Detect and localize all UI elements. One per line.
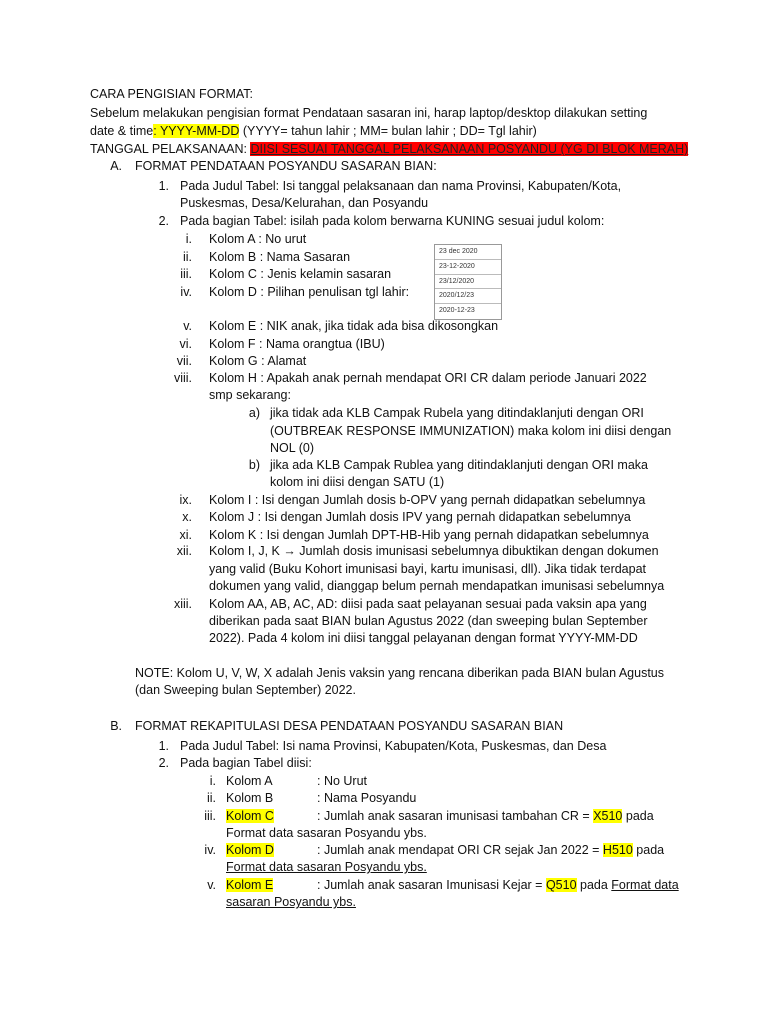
b-row-desc: : No Urut: [317, 774, 368, 788]
b-row-label: [226, 808, 274, 825]
sub-a-line: NOL (0): [270, 441, 314, 455]
kolom-item: Kolom H : Apakah anak pernah mendapat ORI CR dalam periode Januari 2022: [209, 371, 647, 385]
section-b-title: FORMAT REKAPITULASI DESA PENDATAAN POSYANDU SASARAN BIAN: [135, 719, 564, 733]
xii-line: dokumen yang valid, dianggap belum pernah mendapatkan imunisasi sebelumnya: [209, 579, 665, 593]
sub-a-marker: a): [248, 406, 260, 420]
kolom-item: Kolom E : NIK anak, jika tidak ada bisa dikosongkan: [209, 319, 499, 333]
kolom-c-highlight: Kolom C: [226, 809, 274, 823]
a-item1-line2: Puskesmas, Desa/Kelurahan, dan Posyandu: [180, 196, 429, 210]
xiii-line: diberikan pada saat BIAN bulan Agustus 2022 (dan sweeping bulan September: [209, 614, 648, 628]
b-row-num: i.: [209, 774, 216, 788]
kolom-item: Kolom B : Nama Sasaran: [209, 250, 351, 264]
kolom-item: Kolom F : Nama orangtua (IBU): [209, 337, 385, 351]
a-item1-line1: Pada Judul Tabel: Isi tanggal pelaksanaan dan nama Provinsi, Kabupaten/Kota,: [180, 179, 622, 193]
kolom-num: xiii.: [173, 597, 192, 611]
b-item2-line: Pada bagian Tabel diisi:: [180, 756, 312, 770]
b-row-label: [226, 877, 273, 894]
sub-b-line: jika ada KLB Campak Rublea yang ditindaklanjuti dengan ORI maka: [270, 458, 649, 472]
kolom-num: i.: [185, 232, 192, 246]
row3-tail: pada: [622, 809, 654, 823]
xii-line: yang valid (Buku Kohort imunisasi bayi, kartu imunisasi, dll). Jika tidak terdapat: [209, 562, 647, 576]
kolom-num: xii.: [176, 544, 192, 558]
kolom-item: Kolom C : Jenis kelamin sasaran: [209, 267, 392, 281]
row4-desc: : Jumlah anak mendapat ORI CR sejak Jan 2022 =: [317, 843, 603, 857]
date-example: 2020-12-23: [439, 307, 475, 315]
a-item2-line1: Pada bagian Tabel: isilah pada kolom berwarna KUNING sesuai judul kolom:: [180, 214, 605, 228]
row5-tail: pada: [576, 878, 612, 892]
kolom-num: viii.: [173, 371, 192, 385]
b-row-label: [226, 842, 274, 859]
row3-desc: : Jumlah anak sasaran imunisasi tambahan CR =: [317, 809, 594, 823]
b-item1-num: 1.: [158, 739, 169, 753]
note-line: NOTE: Kolom U, V, W, X adalah Jenis vaksin yang rencana diberikan pada BIAN bulan Agustus: [135, 666, 664, 680]
intro-line-1: Sebelum melakukan pengisian format Pendataan sasaran ini, harap laptop/desktop dilakukan setting: [90, 106, 648, 120]
cell-ref-x510: X510: [593, 809, 623, 823]
section-b-marker: B.: [110, 719, 122, 733]
kolom-num: v.: [183, 319, 192, 333]
intro-line-2: [90, 123, 537, 140]
tanggal-value-highlight: DIISI SESUAI TANGGAL PELAKSANAAN POSYANDU (YG DI BLOK MERAH): [250, 142, 689, 156]
tanggal-line: [90, 141, 688, 158]
row4-tail: pada: [632, 843, 665, 857]
b-row-num: ii.: [206, 791, 216, 805]
tanggal-label: TANGGAL PELAKSANAAN:: [90, 142, 251, 156]
date-format-highlight: : YYYY-MM-DD: [153, 124, 240, 138]
kolom-num: x.: [182, 510, 192, 524]
kolom-num: iv.: [180, 285, 192, 299]
b-item2-num: 2.: [158, 756, 169, 770]
kolom-item: Kolom J : Isi dengan Jumlah dosis IPV yang pernah didapatkan sebelumnya: [209, 510, 631, 524]
b-row-desc: [317, 877, 679, 894]
section-a-title: FORMAT PENDATAAN POSYANDU SASARAN BIAN:: [135, 159, 437, 173]
row5-link: Format data: [611, 878, 679, 892]
kolom-num: iii.: [180, 267, 192, 281]
intro-suffix: (YYYY= tahun lahir ; MM= bulan lahir ; DD= Tgl lahir): [239, 124, 537, 138]
sub-a-line: jika tidak ada KLB Campak Rubela yang ditindaklanjuti dengan ORI: [270, 406, 644, 420]
b-row-desc: : Nama Posyandu: [317, 791, 417, 805]
row4-line2: Format data sasaran Posyandu ybs.: [226, 860, 427, 874]
a-item1-num: 1.: [158, 179, 169, 193]
cell-ref-q510: Q510: [545, 878, 577, 892]
b-item1-line: Pada Judul Tabel: Isi nama Provinsi, Kabupaten/Kota, Puskesmas, dan Desa: [180, 739, 607, 753]
kolom-h-cont: smp sekarang:: [209, 388, 291, 402]
kolom-num: vi.: [179, 337, 192, 351]
kolom-item: Kolom I : Isi dengan Jumlah dosis b-OPV yang pernah didapatkan sebelumnya: [209, 493, 646, 507]
date-example: 23 dec 2020: [435, 245, 501, 260]
row5-line2: sasaran Posyandu ybs.: [226, 895, 356, 909]
b-row-num: iv.: [204, 843, 216, 857]
kolom-num: ix.: [179, 493, 192, 507]
b-row-num: iii.: [204, 809, 216, 823]
xiii-line: Kolom AA, AB, AC, AD: diisi pada saat pelayanan sesuai pada vaksin apa yang: [209, 597, 647, 611]
intro-prefix: date & time: [90, 124, 154, 138]
sub-a-line: (OUTBREAK RESPONSE IMMUNIZATION) maka kolom ini diisi dengan: [270, 424, 672, 438]
kolom-item: Kolom D : Pilihan penulisan tgl lahir:: [209, 285, 410, 299]
a-item2-num: 2.: [158, 214, 169, 228]
b-row-desc: [317, 808, 654, 825]
section-a-marker: A.: [110, 159, 122, 173]
date-example: 23/12/2020: [435, 275, 501, 290]
sub-b-marker: b): [248, 458, 260, 472]
b-row-num: v.: [207, 878, 216, 892]
kolom-e-highlight: Kolom E: [226, 878, 274, 892]
kolom-d-highlight: Kolom D: [226, 843, 274, 857]
xiii-line: 2022). Pada 4 kolom ini diisi tanggal pelayanan dengan format YYYY-MM-DD: [209, 631, 638, 645]
kolom-item: Kolom A : No urut: [209, 232, 307, 246]
date-example: 2020/12/23: [435, 289, 501, 304]
kolom-num: ii.: [182, 250, 192, 264]
row3-line2: Format data sasaran Posyandu ybs.: [226, 826, 427, 840]
kolom-item: Kolom G : Alamat: [209, 354, 307, 368]
kolom-num: vii.: [176, 354, 192, 368]
kolom-num: xi.: [179, 528, 192, 542]
row5-desc: : Jumlah anak sasaran Imunisasi Kejar =: [317, 878, 546, 892]
b-row-desc: [317, 842, 664, 859]
note-line: (dan Sweeping bulan September) 2022.: [135, 683, 356, 697]
cell-ref-h510: H510: [602, 843, 633, 857]
date-example: 23-12-2020: [435, 260, 501, 275]
b-row-label: Kolom A: [226, 774, 273, 788]
xii-line: Kolom I, J, K → Jumlah dosis imunisasi sebelumnya dibuktikan dengan dokumen: [209, 544, 659, 558]
kolom-item: Kolom K : Isi dengan Jumlah DPT-HB-Hib yang pernah didapatkan sebelumnya: [209, 528, 649, 542]
date-format-examples: [434, 244, 502, 320]
doc-title: CARA PENGISIAN FORMAT:: [90, 87, 253, 101]
b-row-label: Kolom B: [226, 791, 274, 805]
sub-b-line: kolom ini diisi dengan SATU (1): [270, 475, 445, 489]
